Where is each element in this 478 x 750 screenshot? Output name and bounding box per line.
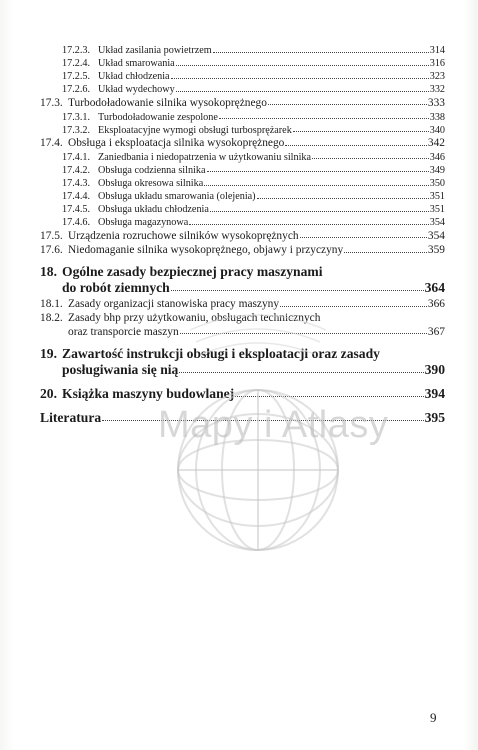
toc-page: 351 <box>429 191 445 203</box>
toc-number: 17.3.1. <box>62 111 91 123</box>
toc-number: 17.4.3. <box>62 178 91 190</box>
toc-page: 346 <box>429 151 445 163</box>
toc-number: 17.2.4. <box>62 58 91 70</box>
toc-page: 323 <box>429 71 445 83</box>
toc-entry[interactable] <box>40 298 445 312</box>
toc-title: Literatura <box>40 409 102 425</box>
toc-entry[interactable] <box>40 164 445 177</box>
page-number: 9 <box>430 710 437 725</box>
dot-leader <box>257 190 429 199</box>
toc-title: Eksploatacyjne wymogi obsługi turbosprężarek <box>98 124 292 136</box>
toc-entry[interactable] <box>40 124 445 137</box>
toc-title: Turbodoładowanie zespolone <box>98 111 218 123</box>
toc-number: 17.4.6. <box>62 217 91 229</box>
toc-page: 332 <box>429 84 445 96</box>
toc-entry[interactable] <box>40 244 445 258</box>
toc-entry[interactable] <box>40 57 445 70</box>
toc-chapter[interactable] <box>40 386 445 402</box>
toc-title: Turbodoładowanie silnika wysokoprężnego <box>68 96 267 109</box>
toc-number: 17.4. <box>40 137 63 150</box>
toc-title: Obsługa układu smarowania (olejenia) <box>98 191 256 203</box>
toc-number: 17.4.4. <box>62 191 91 203</box>
dot-leader <box>213 44 429 53</box>
toc-number: 17.5. <box>40 229 63 242</box>
toc-entry[interactable] <box>40 96 445 110</box>
toc-title: Obsługa magazynowa <box>98 217 189 229</box>
toc-number: 18.2. <box>40 311 63 324</box>
dot-leader <box>207 164 429 173</box>
toc-page: 314 <box>429 45 445 56</box>
toc-number: 17.3.2. <box>62 124 91 136</box>
toc-page: 342 <box>427 137 445 150</box>
toc-title: Książka maszyny budowlanej <box>62 385 235 401</box>
dot-leader <box>180 325 427 335</box>
toc-chapter[interactable] <box>40 346 445 378</box>
toc-title: Obsługa i eksploatacja silnika wysokoprężnego <box>68 137 285 150</box>
dot-leader <box>171 280 424 291</box>
toc-title-line: Ogólne zasady bezpiecznej pracy maszynami <box>62 263 323 279</box>
toc-number: 20. <box>40 385 57 401</box>
toc-page: 340 <box>429 124 445 136</box>
dot-leader <box>176 57 429 66</box>
toc-page: 366 <box>427 298 445 311</box>
toc-page: 394 <box>424 385 445 401</box>
dot-leader <box>312 151 429 160</box>
dot-leader <box>235 386 423 397</box>
toc-number: 18. <box>40 263 57 279</box>
dot-leader <box>179 362 423 373</box>
toc-entry[interactable] <box>40 177 445 190</box>
toc-title: Urządzenia rozruchowe silników wysokoprężnych <box>68 229 299 242</box>
dot-leader <box>102 410 423 421</box>
dot-leader <box>189 216 428 225</box>
toc-title: posługiwania się nią <box>62 361 179 377</box>
toc-number: 17.4.5. <box>62 204 91 216</box>
toc-number: 17.2.5. <box>62 71 91 83</box>
toc-entry[interactable] <box>40 151 445 164</box>
dot-leader <box>300 229 427 239</box>
toc-entry[interactable] <box>40 111 445 124</box>
toc-entry[interactable] <box>40 203 445 216</box>
table-of-contents <box>40 44 445 426</box>
toc-page: 390 <box>424 361 445 377</box>
toc-title: Zasady organizacji stanowiska pracy maszyny <box>68 298 280 311</box>
dot-leader <box>293 123 429 132</box>
toc-entry[interactable] <box>40 83 445 96</box>
toc-page: 354 <box>427 229 445 242</box>
toc-title: Zaniedbania i niedopatrzenia w użytkowaniu silnika <box>98 151 312 163</box>
dot-leader <box>280 297 427 307</box>
toc-title: Układ smarowania <box>98 58 175 70</box>
toc-number: 17.6. <box>40 244 63 257</box>
toc-number: 17.4.1. <box>62 151 91 163</box>
toc-page: 333 <box>427 96 445 109</box>
toc-entry[interactable] <box>40 137 445 151</box>
toc-title-line: Zasady bhp przy użytkowaniu, obsługach technicznych <box>68 311 321 324</box>
toc-title: Układ zasilania powietrzem <box>98 45 212 56</box>
toc-title: Układ chłodzenia <box>98 71 170 83</box>
toc-page: 351 <box>429 204 445 216</box>
toc-entry[interactable] <box>40 312 445 340</box>
toc-page: 316 <box>429 58 445 70</box>
toc-entry[interactable] <box>40 44 445 57</box>
dot-leader <box>171 70 429 79</box>
toc-number: 17.2.6. <box>62 84 91 96</box>
dot-leader <box>219 110 429 119</box>
toc-entry[interactable] <box>40 216 445 229</box>
watermark-text: Mapy i Atlasy <box>158 404 389 446</box>
toc-page: 364 <box>424 279 445 295</box>
toc-page: 338 <box>429 111 445 123</box>
toc-title: do robót ziemnych <box>62 279 170 295</box>
toc-page: 395 <box>424 409 445 425</box>
toc-number: 17.4.2. <box>62 164 91 176</box>
toc-page: 354 <box>429 217 445 229</box>
toc-title: Obsługa układu chłodzenia <box>98 204 209 216</box>
toc-page: 367 <box>427 325 445 338</box>
toc-entry[interactable] <box>40 229 445 243</box>
toc-title: Obsługa codzienna silnika <box>98 164 206 176</box>
dot-leader <box>210 203 429 212</box>
dot-leader <box>344 243 427 253</box>
toc-entry[interactable] <box>40 70 445 83</box>
toc-title: Obsługa okresowa silnika <box>98 178 204 190</box>
dot-leader <box>176 83 429 92</box>
toc-title: oraz transporcie maszyn <box>68 325 179 338</box>
dot-leader <box>268 96 427 106</box>
toc-page: 359 <box>427 244 445 257</box>
toc-title-line: Zawartość instrukcji obsługi i eksploatacji oraz zasady <box>62 345 380 361</box>
toc-page: 349 <box>429 164 445 176</box>
dot-leader <box>285 136 427 146</box>
toc-chapter[interactable] <box>40 264 445 296</box>
toc-number: 18.1. <box>40 298 63 311</box>
toc-entry[interactable] <box>40 190 445 203</box>
toc-chapter[interactable] <box>40 410 445 426</box>
dot-leader <box>204 177 428 186</box>
toc-title: Układ wydechowy <box>98 84 175 96</box>
toc-number: 17.2.3. <box>62 45 91 56</box>
toc-number: 19. <box>40 345 57 361</box>
toc-page: 350 <box>429 178 445 190</box>
toc-title: Niedomaganie silnika wysokoprężnego, objawy i przyczyny <box>68 244 344 257</box>
toc-number: 17.3. <box>40 96 63 109</box>
